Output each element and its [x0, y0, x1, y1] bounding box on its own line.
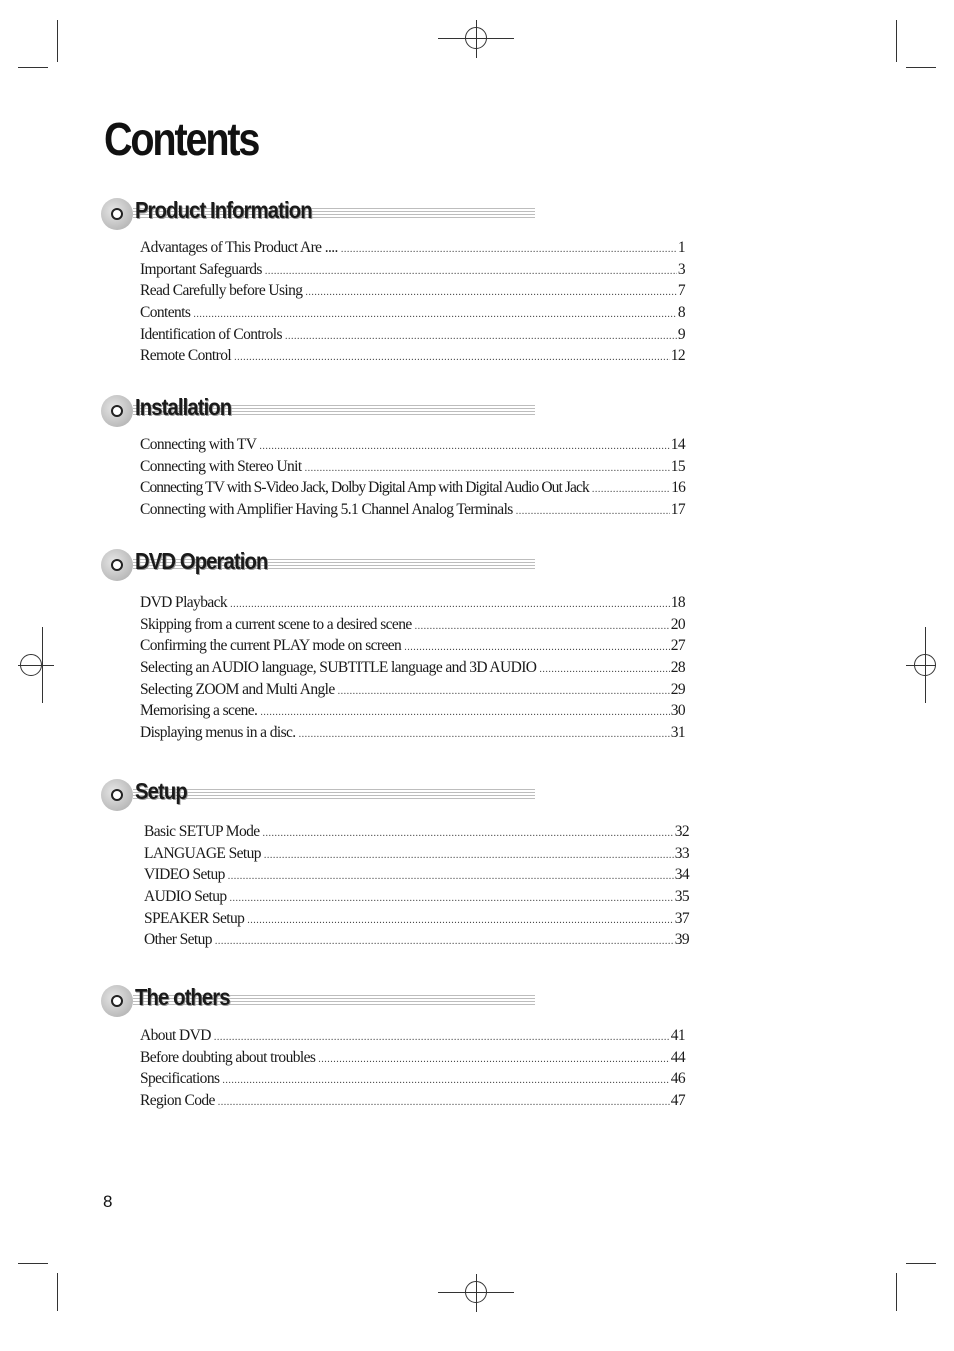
crop-mark	[896, 20, 897, 62]
toc-entry-label: Read Carefully before Using	[140, 282, 303, 300]
toc-entry-page: 8	[677, 304, 685, 322]
toc-entry[interactable]	[144, 929, 689, 951]
leader-dots	[264, 845, 674, 867]
toc-entry-page: 30	[670, 702, 685, 720]
section-header	[0, 778, 954, 812]
section-title: Setup	[135, 778, 187, 804]
circle-bullet-icon	[101, 779, 133, 811]
toc-entry-label: DVD Playback	[140, 594, 228, 611]
toc-entry[interactable]	[140, 324, 685, 346]
toc-entry-label: Connecting with Amplifier Having 5.1 Channel Analog Terminals	[140, 501, 513, 519]
toc-entry[interactable]	[140, 345, 685, 367]
registration-circle	[20, 654, 42, 676]
leader-dots	[260, 702, 669, 724]
toc-entry-label: Confirming the current PLAY mode on screen	[140, 637, 402, 655]
toc-entry[interactable]	[140, 635, 685, 657]
toc-entry[interactable]	[140, 456, 685, 478]
toc-entry-page: 46	[670, 1070, 685, 1088]
crop-mark	[896, 1273, 897, 1311]
leader-dots	[592, 479, 670, 501]
toc-entry-page: 44	[670, 1048, 685, 1066]
toc-entry-label: Selecting ZOOM and Multi Angle	[140, 680, 335, 698]
toc-entry-label: AUDIO Setup	[144, 888, 227, 906]
leader-dots	[228, 866, 674, 888]
leader-dots	[265, 261, 677, 283]
toc-list	[140, 237, 685, 367]
crop-mark	[57, 20, 58, 62]
crop-mark	[906, 67, 936, 68]
section-title: DVD Operation	[135, 548, 268, 574]
registration-circle	[465, 27, 487, 49]
toc-entry[interactable]	[140, 259, 685, 281]
toc-entry[interactable]	[140, 1025, 685, 1047]
toc-list	[140, 434, 685, 521]
toc-entry-page: 12	[670, 347, 685, 365]
leader-dots	[285, 326, 677, 348]
toc-entry-label: Specifications	[140, 1070, 220, 1088]
toc-entry-page: 7	[677, 282, 685, 300]
section-title: The others	[135, 984, 230, 1010]
toc-entry-page: 29	[670, 680, 685, 698]
crop-mark	[18, 1263, 48, 1264]
leader-dots	[305, 458, 670, 480]
crop-mark	[18, 67, 48, 68]
section-title: Product Information	[135, 197, 312, 223]
leader-dots	[230, 888, 674, 910]
toc-entry-page: 18	[670, 594, 685, 611]
toc-entry-page: 39	[674, 931, 689, 949]
leader-dots	[230, 594, 670, 616]
leader-dots	[247, 910, 673, 932]
toc-entry-page: 16	[671, 479, 685, 497]
toc-entry-label: Connecting with TV	[140, 436, 257, 453]
toc-entry[interactable]	[140, 280, 685, 302]
toc-entry-page: 32	[674, 823, 689, 840]
toc-entry[interactable]	[144, 864, 689, 886]
toc-entry[interactable]	[140, 499, 685, 521]
toc-entry-label: Selecting an AUDIO language, SUBTITLE language and 3D AUDIO	[140, 659, 537, 677]
toc-entry-page: 27	[670, 637, 685, 655]
toc-entry-page: 9	[677, 325, 685, 343]
toc-entry[interactable]	[140, 434, 685, 456]
header-stripes	[133, 789, 535, 801]
toc-entry-label: Connecting TV with S-Video Jack, Dolby Digital Amp with Digital Audio Out Jack	[140, 479, 589, 497]
section-header	[0, 197, 954, 231]
crop-mark	[906, 1263, 936, 1264]
toc-entry-label: Displaying menus in a disc.	[140, 724, 296, 742]
leader-dots	[193, 304, 677, 326]
toc-entry-label: Basic SETUP Mode	[144, 823, 260, 840]
leader-dots	[338, 681, 670, 703]
leader-dots	[218, 1092, 670, 1114]
toc-entry[interactable]	[140, 614, 685, 636]
toc-entry-page: 35	[674, 888, 689, 906]
toc-entry-page: 3	[677, 260, 685, 278]
toc-entry-page: 34	[674, 866, 689, 884]
section-header	[0, 548, 954, 582]
toc-entry[interactable]	[140, 679, 685, 701]
toc-entry-page: 31	[670, 724, 685, 742]
toc-entry-page: 41	[670, 1027, 685, 1044]
toc-entry-page: 37	[674, 909, 689, 927]
toc-list	[144, 821, 689, 951]
leader-dots	[516, 501, 670, 523]
toc-entry[interactable]	[144, 886, 689, 908]
toc-entry-page: 47	[670, 1092, 685, 1110]
page-title: Contents	[104, 113, 259, 165]
toc-entry-page: 17	[670, 501, 685, 519]
page-number: 8	[103, 1192, 113, 1211]
circle-bullet-icon	[101, 549, 133, 581]
section-setup	[0, 778, 954, 949]
leader-dots	[299, 724, 670, 746]
toc-entry[interactable]	[140, 657, 685, 679]
section-header	[0, 394, 954, 428]
registration-circle	[914, 654, 936, 676]
section-title: Installation	[135, 394, 232, 420]
toc-entry-label: Before doubting about troubles	[140, 1048, 316, 1066]
toc-entry[interactable]	[144, 821, 689, 843]
leader-dots	[259, 436, 669, 458]
section-dvd-operation	[0, 548, 954, 742]
toc-entry-page: 20	[670, 615, 685, 633]
circle-bullet-icon	[101, 198, 133, 230]
toc-entry-label: Important Safeguards	[140, 260, 262, 278]
toc-entry-label: Remote Control	[140, 347, 232, 365]
toc-entry-page: 33	[674, 844, 689, 862]
toc-entry[interactable]	[144, 843, 689, 865]
section-header	[0, 984, 954, 1018]
toc-entry-page: 15	[670, 457, 685, 475]
section-installation	[0, 394, 954, 519]
toc-entry-label: LANGUAGE Setup	[144, 844, 261, 862]
toc-entry[interactable]	[140, 1090, 685, 1112]
leader-dots	[215, 931, 674, 953]
toc-entry[interactable]	[140, 237, 685, 259]
toc-entry-label: Connecting with Stereo Unit	[140, 457, 302, 475]
registration-circle	[465, 1281, 487, 1303]
toc-entry-label: About DVD	[140, 1027, 211, 1044]
toc-entry-label: Region Code	[140, 1092, 215, 1110]
leader-dots	[234, 347, 670, 369]
leader-dots	[404, 637, 669, 659]
toc-entry-label: Contents	[140, 304, 191, 322]
toc-entry-label: SPEAKER Setup	[144, 909, 245, 927]
leader-dots	[222, 1070, 669, 1092]
leader-dots	[214, 1027, 670, 1049]
toc-entry-label: Identification of Controls	[140, 325, 282, 343]
crop-mark	[57, 1273, 58, 1311]
toc-entry[interactable]	[140, 700, 685, 722]
toc-entry-label: Advantages of This Product Are ....	[140, 239, 338, 256]
toc-entry-page: 14	[670, 436, 685, 453]
toc-entry-label: VIDEO Setup	[144, 866, 225, 884]
leader-dots	[305, 282, 676, 304]
toc-entry-page: 1	[677, 239, 685, 256]
toc-entry[interactable]	[140, 722, 685, 744]
toc-entry[interactable]	[140, 477, 685, 499]
toc-entry[interactable]	[144, 908, 689, 930]
toc-entry[interactable]	[140, 302, 685, 324]
toc-list	[140, 592, 685, 744]
toc-entry[interactable]	[140, 1068, 685, 1090]
toc-list	[140, 1025, 685, 1112]
toc-entry-page: 28	[670, 659, 685, 677]
toc-entry-label: Other Setup	[144, 931, 212, 949]
leader-dots	[318, 1049, 669, 1071]
toc-entry-label: Memorising a scene.	[140, 702, 258, 720]
leader-dots	[263, 823, 674, 845]
section-the-others	[0, 984, 954, 1110]
section-product-information	[0, 197, 954, 365]
circle-bullet-icon	[101, 985, 133, 1017]
leader-dots	[415, 616, 670, 638]
leader-dots	[341, 239, 677, 261]
toc-entry-label: Skipping from a current scene to a desired scene	[140, 615, 412, 633]
leader-dots	[539, 659, 669, 681]
toc-entry[interactable]	[140, 1047, 685, 1069]
toc-entry[interactable]	[140, 592, 685, 614]
circle-bullet-icon	[101, 395, 133, 427]
